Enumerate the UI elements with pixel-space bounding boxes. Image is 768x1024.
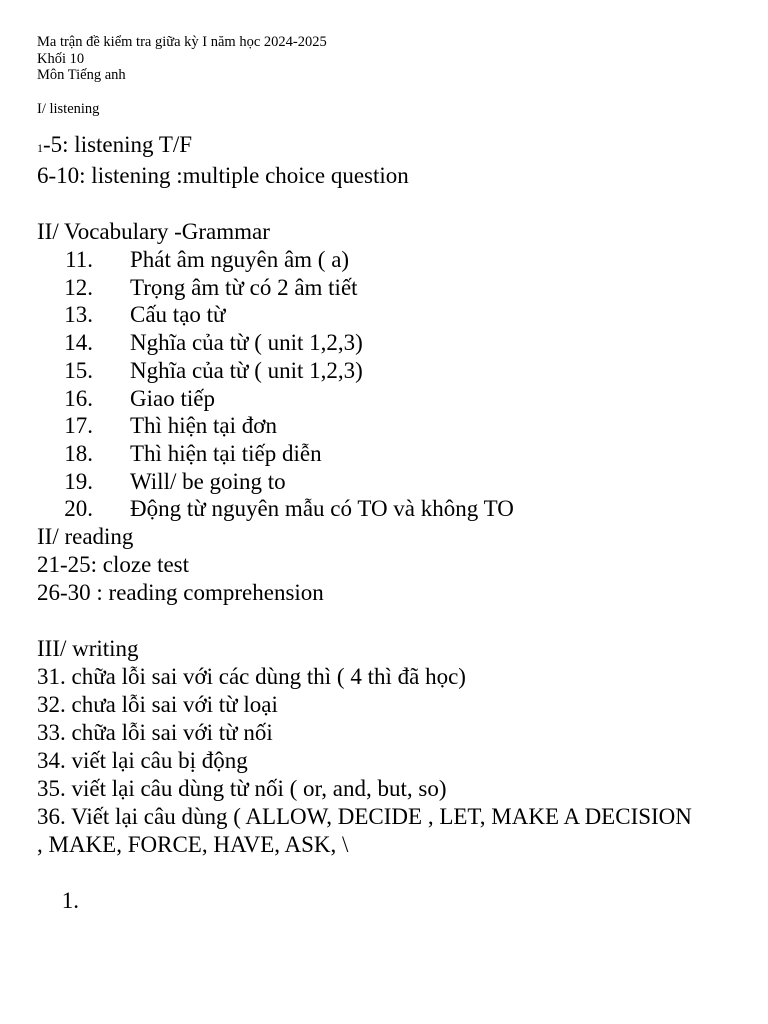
list-item: 15. Nghĩa của từ ( unit 1,2,3) bbox=[64, 357, 363, 383]
writing-item-32: 32. chưa lỗi sai với từ loại bbox=[37, 692, 278, 718]
writing-item-34: 34. viết lại câu bị động bbox=[37, 748, 248, 774]
list-item: 14. Nghĩa của từ ( unit 1,2,3) bbox=[64, 330, 363, 356]
writing-item-36: 36. Viết lại câu dùng ( ALLOW, DECIDE , LET, MAKE A DECISION , MAKE, FORCE, HAVE, ASK, \ bbox=[37, 804, 692, 858]
section-vocabulary-heading: II/ Vocabulary -Grammar bbox=[37, 219, 270, 244]
writing-item-33: 33. chữa lỗi sai với từ nối bbox=[37, 720, 273, 746]
vocabulary-list bbox=[37, 246, 737, 523]
writing-item-31: 31. chữa lỗi sai với các dùng thì ( 4 thì đã học) bbox=[37, 664, 466, 690]
list-item: 17. Thì hiện tại đơn bbox=[64, 413, 277, 439]
list-item: 16. Giao tiếp bbox=[64, 385, 215, 411]
section-writing-heading: III/ writing bbox=[37, 636, 139, 662]
reading-item-1: 21-25: cloze test bbox=[37, 552, 190, 578]
listening-item-1 bbox=[37, 131, 737, 162]
listening-item-1-text: -5: listening T/F bbox=[43, 132, 193, 157]
section-reading-heading: II/ reading bbox=[37, 524, 134, 550]
listening-item-1-number: 1 bbox=[37, 141, 43, 155]
document-page bbox=[37, 34, 737, 915]
list-item: 18. Thì hiện tại tiếp diễn bbox=[64, 440, 322, 466]
document-title-line: Ma trận đề kiểm tra giữa kỳ I năm học 2024-2025 bbox=[37, 34, 327, 50]
list-item: 12. Trọng âm từ có 2 âm tiết bbox=[64, 274, 358, 300]
subject-line: Môn Tiếng anh bbox=[37, 67, 126, 83]
grade-line: Khối 10 bbox=[37, 50, 85, 67]
reading-item-2: 26-30 : reading comprehension bbox=[37, 580, 324, 606]
list-item: 19. Will/ be going to bbox=[64, 468, 286, 494]
list-item: 20. Động từ nguyên mẫu có TO và không TO bbox=[64, 496, 514, 522]
list-item: 13. Cấu tạo từ bbox=[64, 302, 226, 328]
section-listening-heading: I/ listening bbox=[37, 100, 100, 117]
trailing-list-item bbox=[37, 887, 737, 915]
listening-item-2: 6-10: listening :multiple choice question bbox=[37, 163, 409, 188]
writing-item-35: 35. viết lại câu dùng từ nối ( or, and, but, so) bbox=[37, 776, 447, 802]
list-item: 11. Phát âm nguyên âm ( a) bbox=[65, 247, 350, 272]
trailing-list-number: 1. bbox=[61, 888, 79, 914]
